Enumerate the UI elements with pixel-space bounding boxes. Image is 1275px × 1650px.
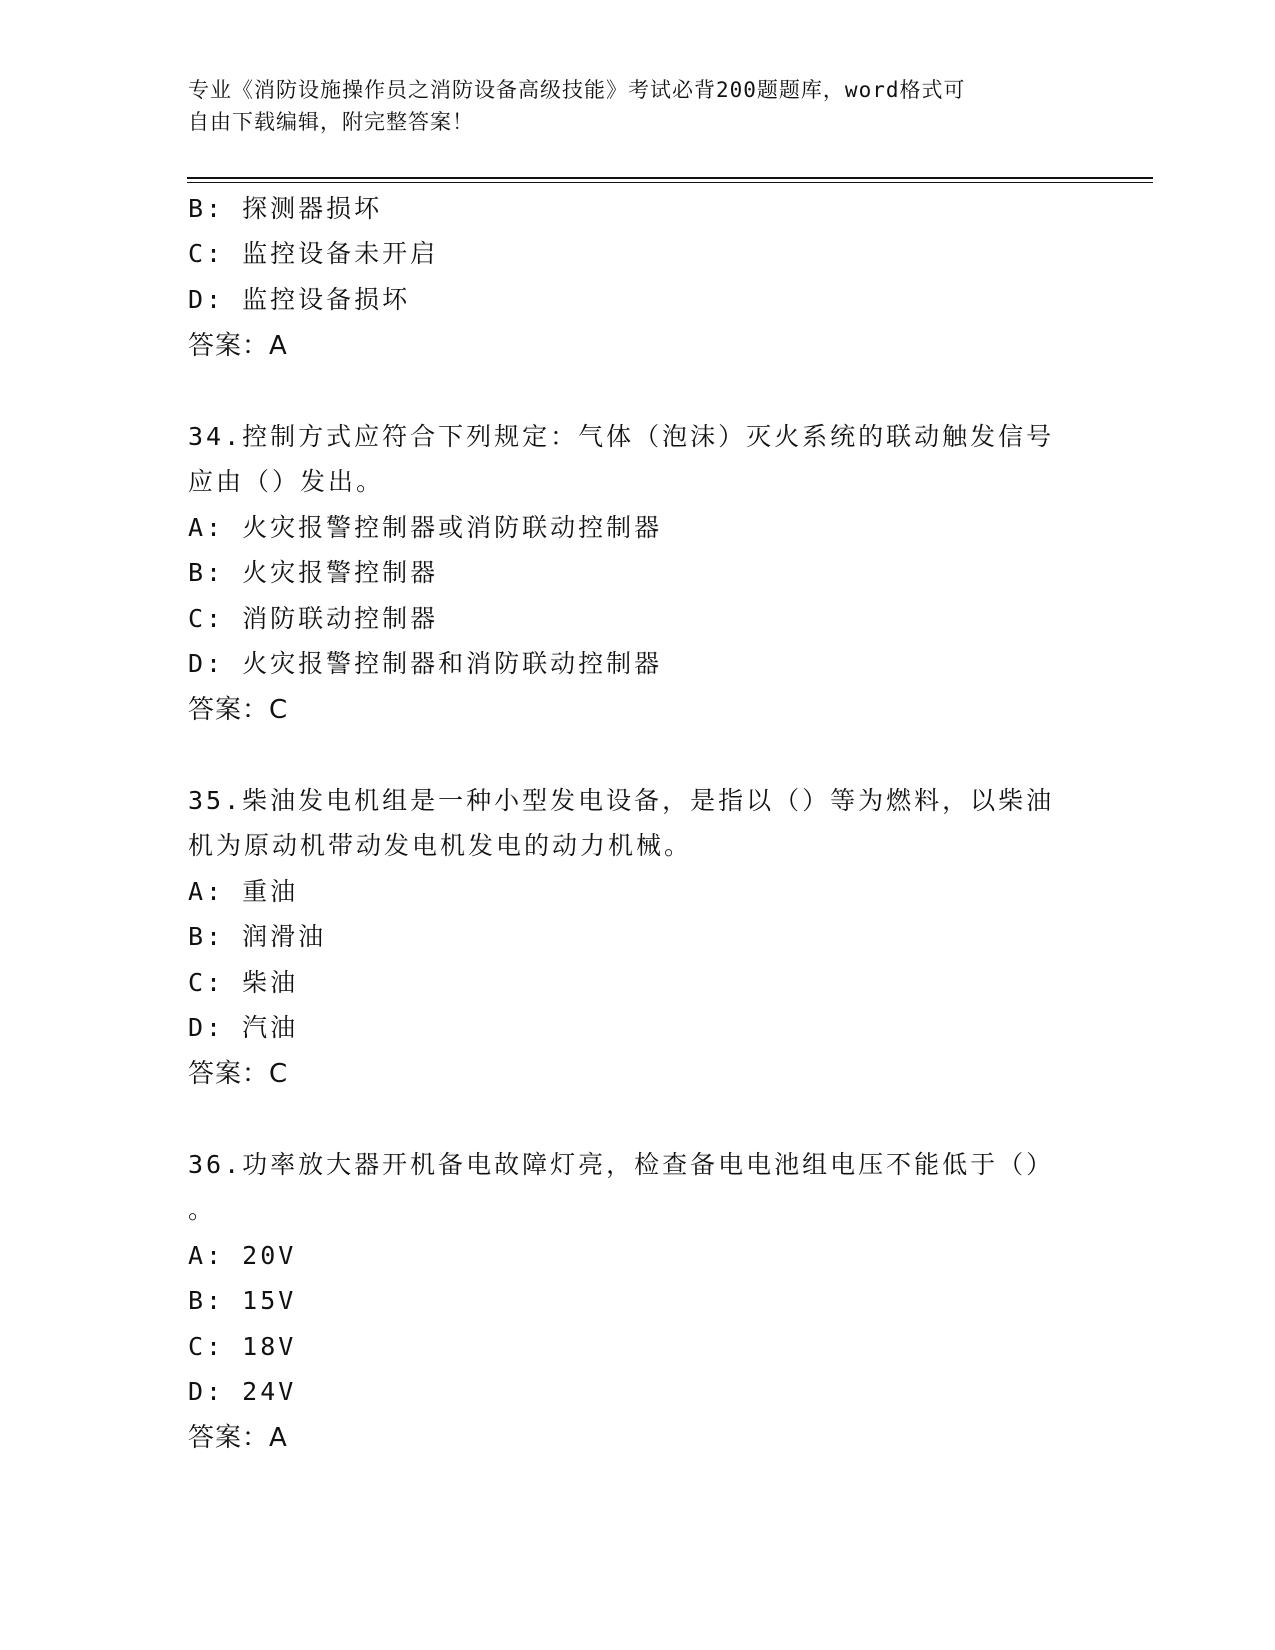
header-divider-thick (187, 177, 1153, 179)
q34-option-d: D: 火灾报警控制器和消防联动控制器 (188, 649, 663, 678)
q34-question-line-1: 34.控制方式应符合下列规定：气体（泡沫）灭火系统的联动触发信号 (188, 422, 1055, 451)
q36-question-line-2: 。 (188, 1195, 217, 1224)
q33-option-d: D: 监控设备损坏 (188, 285, 411, 314)
header-line-1: 专业《消防设施操作员之消防设备高级技能》考试必背200题题库，word格式可 (188, 78, 966, 102)
q36-option-b: B: 15V (188, 1286, 297, 1315)
q35-question-line-1: 35.柴油发电机组是一种小型发电设备，是指以（）等为燃料，以柴油 (188, 786, 1055, 815)
q34-option-c: C: 消防联动控制器 (188, 604, 439, 633)
q33-option-b: B: 探测器损坏 (188, 194, 383, 223)
header-line-2: 自由下载编辑，附完整答案！ (188, 110, 474, 134)
q33-option-c: C: 监控设备未开启 (188, 239, 439, 268)
document-header (188, 74, 1068, 138)
q36-answer: 答案：A (188, 1423, 288, 1453)
header-divider-thin (187, 182, 1153, 183)
q36-option-d: D: 24V (188, 1377, 297, 1406)
q34-option-a: A: 火灾报警控制器或消防联动控制器 (188, 513, 663, 542)
q35-option-c: C: 柴油 (188, 968, 299, 997)
q34-option-b: B: 火灾报警控制器 (188, 558, 439, 587)
q34-answer: 答案：C (188, 695, 289, 725)
q35-answer: 答案：C (188, 1059, 289, 1089)
q33-answer: 答案：A (188, 331, 288, 361)
q36-option-c: C: 18V (188, 1332, 297, 1361)
q35-option-b: B: 润滑油 (188, 922, 327, 951)
q35-option-a: A: 重油 (188, 877, 299, 906)
q36-question-line-1: 36.功率放大器开机备电故障灯亮，检查备电电池组电压不能低于（） (188, 1150, 1055, 1179)
q34-question-line-2: 应由（）发出。 (188, 467, 385, 496)
q35-question-line-2: 机为原动机带动发电机发电的动力机械。 (188, 831, 693, 860)
q36-option-a: A: 20V (188, 1241, 297, 1270)
q35-option-d: D: 汽油 (188, 1013, 299, 1042)
